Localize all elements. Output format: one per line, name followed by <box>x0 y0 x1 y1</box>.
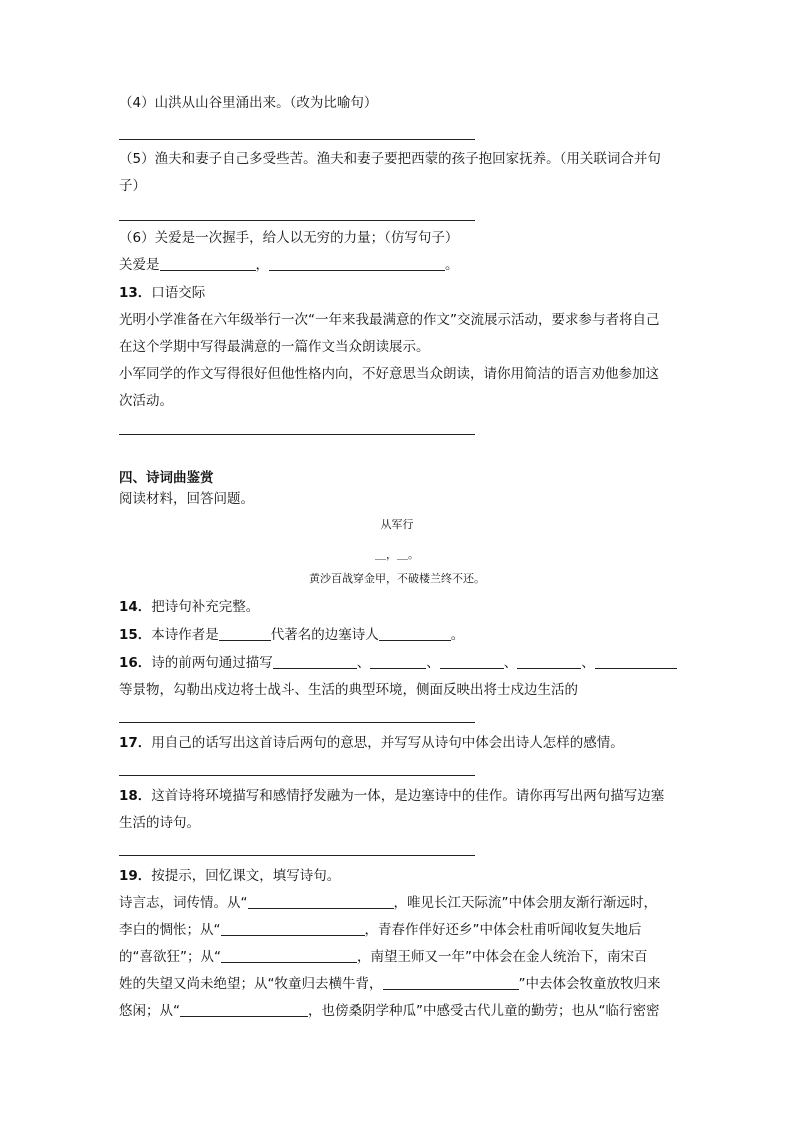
q19-heading <box>119 867 340 885</box>
q19-title: 按提示，回忆课文，填写诗句。 <box>151 868 341 884</box>
q14 <box>119 598 259 616</box>
answer-line[interactable] <box>119 722 475 723</box>
q19-line1 <box>119 894 657 912</box>
q12-item4: （4）山洪从山谷里涌出来。（改为比喻句） <box>119 95 378 111</box>
q13-number: 13． <box>119 285 152 301</box>
q13-title: 口语交际 <box>151 285 206 301</box>
q16-number: 16． <box>119 655 152 671</box>
q13-heading <box>119 284 205 302</box>
q12-item5-line2: 子） <box>119 178 146 194</box>
q17 <box>119 734 624 752</box>
fill-blank[interactable] <box>160 256 256 271</box>
q19-l2-b: ，青春作伴好还乡”中体会杜甫听闻收复失地后 <box>364 922 642 938</box>
fill-blank[interactable] <box>273 654 357 669</box>
q19-l4-a: 姓的失望又尚未绝望；从“牧童归去横牛背， <box>119 976 383 992</box>
answer-line[interactable] <box>119 775 475 776</box>
q19-line3 <box>119 948 647 966</box>
fill-blank[interactable] <box>269 256 445 271</box>
answer-line[interactable] <box>119 855 475 856</box>
q19-line4 <box>119 975 661 993</box>
answer-line[interactable] <box>119 220 475 221</box>
q19-l3-a: 的“喜欲狂”；从“ <box>119 949 221 965</box>
fill-blank[interactable] <box>383 975 519 990</box>
section-intro: 阅读材料，回答问题。 <box>119 491 254 507</box>
item6-end: 。 <box>445 257 459 273</box>
poem-line2: 黄沙百战穿金甲，不破楼兰终不还。 <box>309 572 485 585</box>
q19-line5 <box>119 1002 660 1020</box>
poem-title: 从军行 <box>380 518 414 531</box>
q14-number: 14． <box>119 599 152 615</box>
fill-blank[interactable] <box>219 626 271 641</box>
separator: 、 <box>426 655 440 671</box>
q17-text: 用自己的话写出这首诗后两句的意思，并写写从诗句中体会出诗人怎样的感情。 <box>151 735 624 751</box>
q13-p2-line1: 小军同学的作文写得很好但他性格内向，不好意思当众朗读，请你用简洁的语言劝他参加这 <box>119 366 659 382</box>
q19-number: 19． <box>119 868 152 884</box>
q18-text: 这首诗将环境描写和感情抒发融为一体，是边塞诗中的佳作。请你再写出两句描写边塞 <box>151 788 665 804</box>
q19-l2-a: 李白的惆怅；从“ <box>119 922 221 938</box>
q18-line2: 生活的诗句。 <box>119 815 200 831</box>
q14-text: 把诗句补充完整。 <box>151 599 260 615</box>
q13-p1-line1: 光明小学准备在六年级举行一次“一年来我最满意的作文”交流展示活动，要求参与者将自己 <box>119 312 660 328</box>
q19-line2 <box>119 921 642 939</box>
fill-blank[interactable] <box>517 654 581 669</box>
q19-l1-b: ，唯见长江天际流”中体会朋友渐行渐远时， <box>393 895 657 911</box>
q17-number: 17． <box>119 735 152 751</box>
q15-text-2: 代著名的边塞诗人 <box>270 627 379 643</box>
fill-blank[interactable] <box>595 654 677 669</box>
q15-text-3: 。 <box>450 627 465 643</box>
q19-l3-b: ，南望王师又一年”中体会在金人统治下，南宋百 <box>356 949 648 965</box>
item6-prefix: 关爱是 <box>119 257 160 273</box>
poem-blank-line: ＿，＿。 <box>375 548 419 561</box>
fill-blank[interactable] <box>370 654 426 669</box>
q12-item6-fill <box>119 256 459 274</box>
fill-blank[interactable] <box>248 894 394 909</box>
q19-l4-b: ”中去体会牧童放牧归来 <box>518 976 661 992</box>
q12-item6: （6）关爱是一次握手，给人以无穷的力量；（仿写句子） <box>119 230 459 246</box>
q13-p2-line2: 次活动。 <box>119 393 173 409</box>
q16-line2: 等景物，勾勒出戍边将士战斗、生活的典型环境，侧面反映出将士戍边生活的 <box>119 682 578 698</box>
fill-blank[interactable] <box>440 654 504 669</box>
q18-number: 18． <box>119 788 152 804</box>
fill-blank[interactable] <box>180 1002 308 1017</box>
fill-blank[interactable] <box>221 948 357 963</box>
separator: 、 <box>503 655 518 671</box>
q12-item5-line1: （5）渔夫和妻子自己多受些苦。渔夫和妻子要把西蒙的孩子抱回家抚养。（用关联词合并句 <box>119 151 661 167</box>
separator: 、 <box>356 655 371 671</box>
q15-number: 15． <box>119 627 152 643</box>
q19-l1-a: 诗言志，词传情。从“ <box>119 895 248 911</box>
q16-text-1: 诗的前两句通过描写 <box>151 655 273 671</box>
q15-text-1: 本诗作者是 <box>151 627 219 643</box>
answer-line[interactable] <box>119 434 475 435</box>
fill-blank[interactable] <box>379 626 451 641</box>
fill-blank[interactable] <box>221 921 365 936</box>
q16-line1 <box>119 654 677 672</box>
q19-l5-b: ，也傍桑阴学种瓜”中感受古代儿童的勤劳；也从“临行密密 <box>308 1003 660 1019</box>
q18-line1 <box>119 787 664 805</box>
item6-comma: ， <box>255 257 269 273</box>
answer-line[interactable] <box>119 139 475 140</box>
q15 <box>119 626 464 644</box>
q13-p1-line2: 在这个学期中写得最满意的一篇作文当众朗读展示。 <box>119 339 430 355</box>
section-heading: 四、诗词曲鉴赏 <box>119 470 214 486</box>
separator: 、 <box>581 655 595 671</box>
q19-l5-a: 悠闲；从“ <box>119 1003 180 1019</box>
